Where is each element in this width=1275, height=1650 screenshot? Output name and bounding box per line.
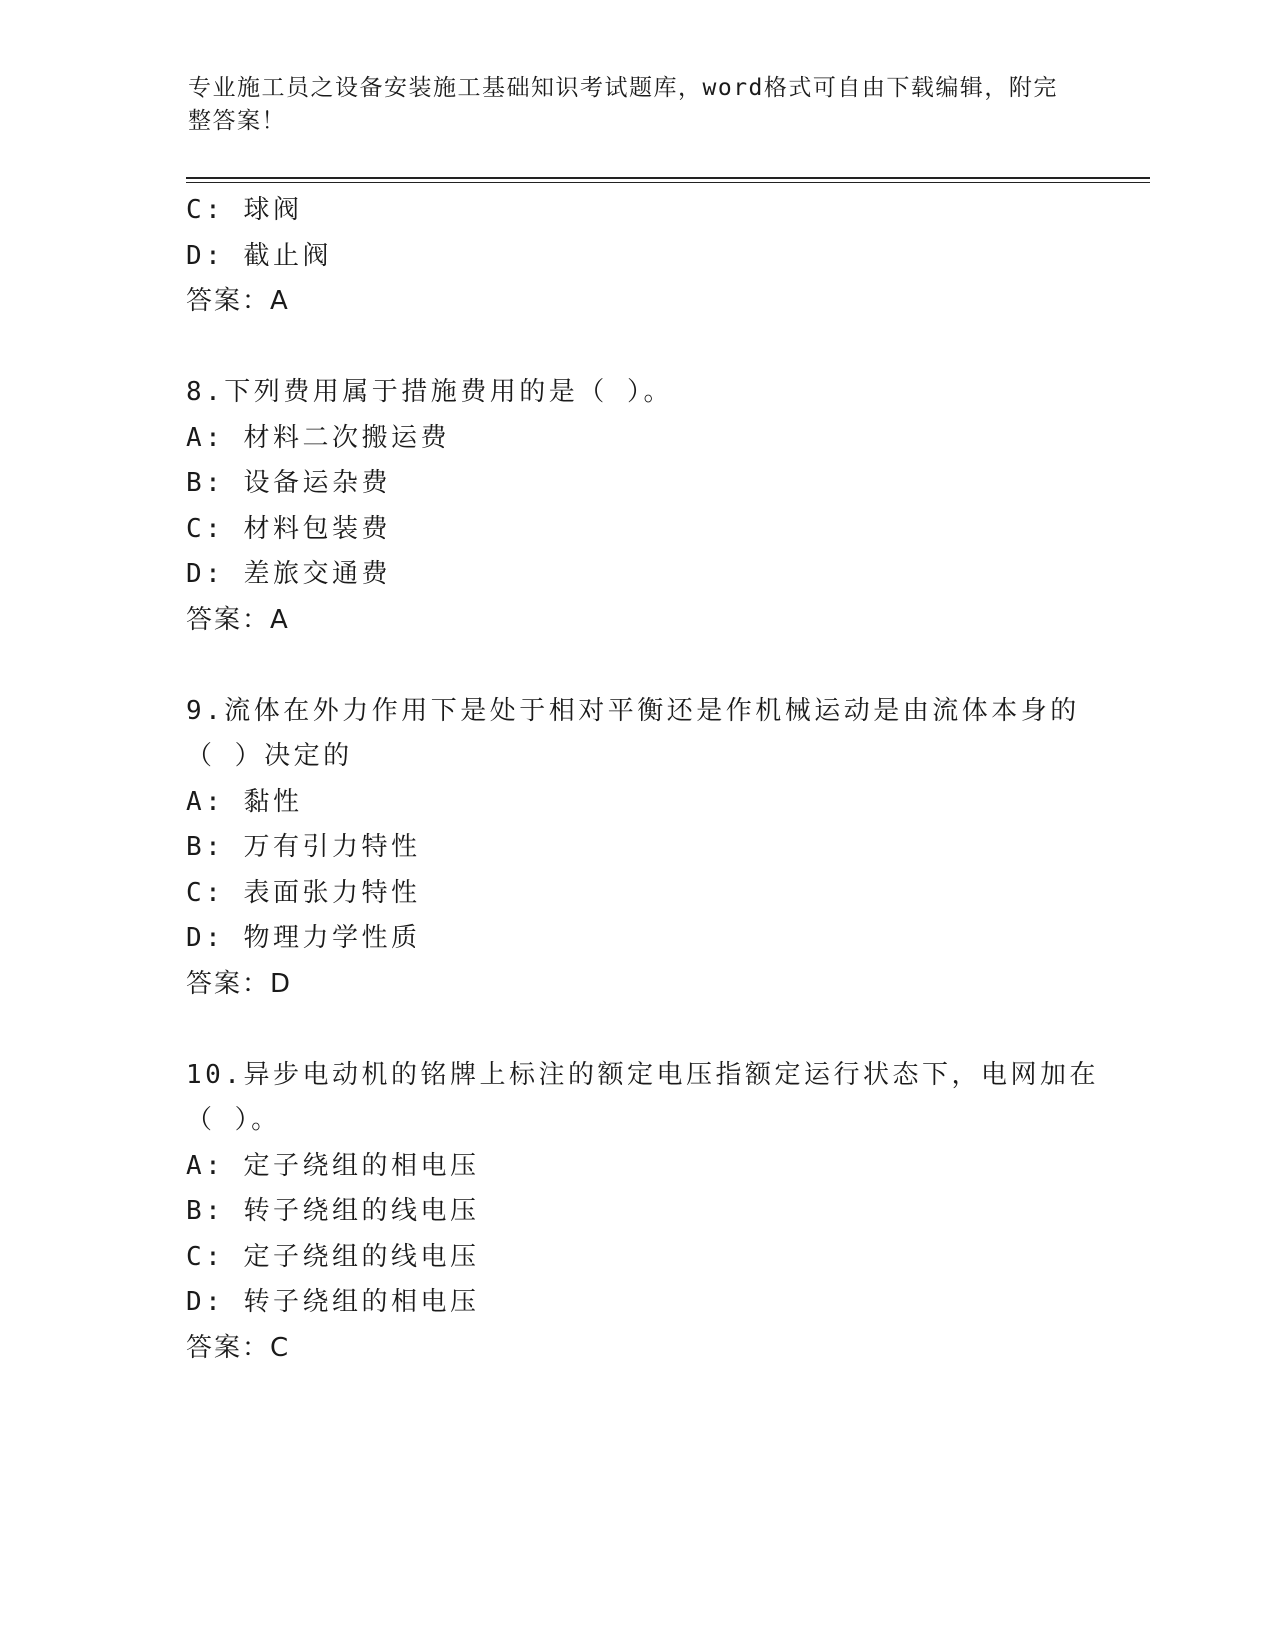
question-stem: 8.下列费用属于措施费用的是（ ）。 bbox=[186, 377, 673, 407]
question-stem: 9.流体在外力作用下是处于相对平衡还是作机械运动是由流体本身的 bbox=[186, 695, 1080, 726]
option-c: C: 表面张力特性 bbox=[186, 877, 421, 908]
option-b: B: 万有引力特性 bbox=[186, 832, 421, 862]
question-10 bbox=[186, 1053, 1099, 1372]
question-9 bbox=[186, 689, 1086, 1008]
option-label: C bbox=[186, 1241, 206, 1272]
partial-question bbox=[186, 188, 1086, 325]
header-rule-thin bbox=[186, 182, 1150, 183]
answer-prefix: 答案： bbox=[186, 1332, 271, 1363]
option-label: A bbox=[186, 786, 206, 817]
option-label: C bbox=[186, 877, 206, 908]
header-rule-thick bbox=[186, 177, 1150, 179]
document-header: 专业施工员之设备安装施工基础知识考试题库，word格式可自由下载编辑，附完整答案！ bbox=[188, 75, 1058, 134]
option-text: 万有引力特性 bbox=[243, 832, 421, 862]
question-stem: 10.异步电动机的铭牌上标注的额定电压指额定运行状态下，电网加在 bbox=[186, 1059, 1099, 1090]
answer-value: A bbox=[270, 604, 290, 635]
option-label: C bbox=[186, 195, 206, 225]
option-text: 转子绕组的相电压 bbox=[243, 1287, 480, 1317]
option-a: A: 定子绕组的相电压 bbox=[186, 1150, 480, 1181]
option-d: D: 截止阀 bbox=[186, 240, 332, 271]
option-text: 设备运杂费 bbox=[243, 468, 391, 498]
option-label: D bbox=[186, 559, 206, 589]
question-spacer bbox=[186, 643, 1086, 689]
answer-value: C bbox=[270, 1332, 291, 1363]
question-stem-continued: （ ）。 bbox=[186, 1105, 281, 1135]
answer-line bbox=[186, 1326, 1086, 1372]
answer-prefix: 答案： bbox=[186, 286, 271, 316]
document-body bbox=[186, 188, 1099, 1371]
answer-line bbox=[186, 598, 1086, 644]
answer-prefix: 答案： bbox=[186, 604, 271, 635]
option-a: A: 黏性 bbox=[186, 786, 303, 817]
option-text: 材料包装费 bbox=[243, 513, 391, 544]
answer-line bbox=[186, 279, 1086, 325]
option-text: 定子绕组的相电压 bbox=[243, 1150, 480, 1181]
option-label: C bbox=[186, 513, 206, 544]
option-text: 转子绕组的线电压 bbox=[243, 1196, 480, 1226]
option-text: 表面张力特性 bbox=[243, 877, 421, 908]
option-c: C: 材料包装费 bbox=[186, 513, 391, 544]
option-b: B: 设备运杂费 bbox=[186, 468, 391, 498]
option-a: A: 材料二次搬运费 bbox=[186, 422, 450, 453]
question-spacer bbox=[186, 1007, 1086, 1053]
option-d: D: 物理力学性质 bbox=[186, 923, 421, 953]
option-text: 差旅交通费 bbox=[243, 559, 391, 589]
option-text: 材料二次搬运费 bbox=[243, 422, 450, 453]
option-text: 截止阀 bbox=[243, 240, 332, 271]
answer-value: D bbox=[270, 968, 293, 999]
option-label: A bbox=[186, 1150, 206, 1181]
option-label: A bbox=[186, 422, 206, 453]
option-c: C: 定子绕组的线电压 bbox=[186, 1241, 480, 1272]
question-spacer bbox=[186, 325, 1086, 371]
answer-prefix: 答案： bbox=[186, 968, 271, 999]
option-label: B bbox=[186, 1196, 206, 1226]
option-text: 球阀 bbox=[243, 195, 303, 225]
option-label: D bbox=[186, 923, 206, 953]
option-label: D bbox=[186, 1287, 206, 1317]
option-label: B bbox=[186, 468, 206, 498]
option-label: B bbox=[186, 832, 206, 862]
option-text: 物理力学性质 bbox=[243, 923, 421, 953]
option-b: B: 转子绕组的线电压 bbox=[186, 1196, 480, 1226]
option-d: D: 差旅交通费 bbox=[186, 559, 391, 589]
answer-line bbox=[186, 962, 1086, 1008]
question-stem-continued: （ ）决定的 bbox=[186, 741, 353, 771]
option-text: 黏性 bbox=[243, 786, 303, 817]
option-c: C: 球阀 bbox=[186, 195, 303, 225]
option-d: D: 转子绕组的相电压 bbox=[186, 1287, 480, 1317]
option-label: D bbox=[186, 240, 206, 271]
question-8 bbox=[186, 370, 1086, 643]
option-text: 定子绕组的线电压 bbox=[243, 1241, 480, 1272]
answer-value: A bbox=[270, 286, 290, 316]
